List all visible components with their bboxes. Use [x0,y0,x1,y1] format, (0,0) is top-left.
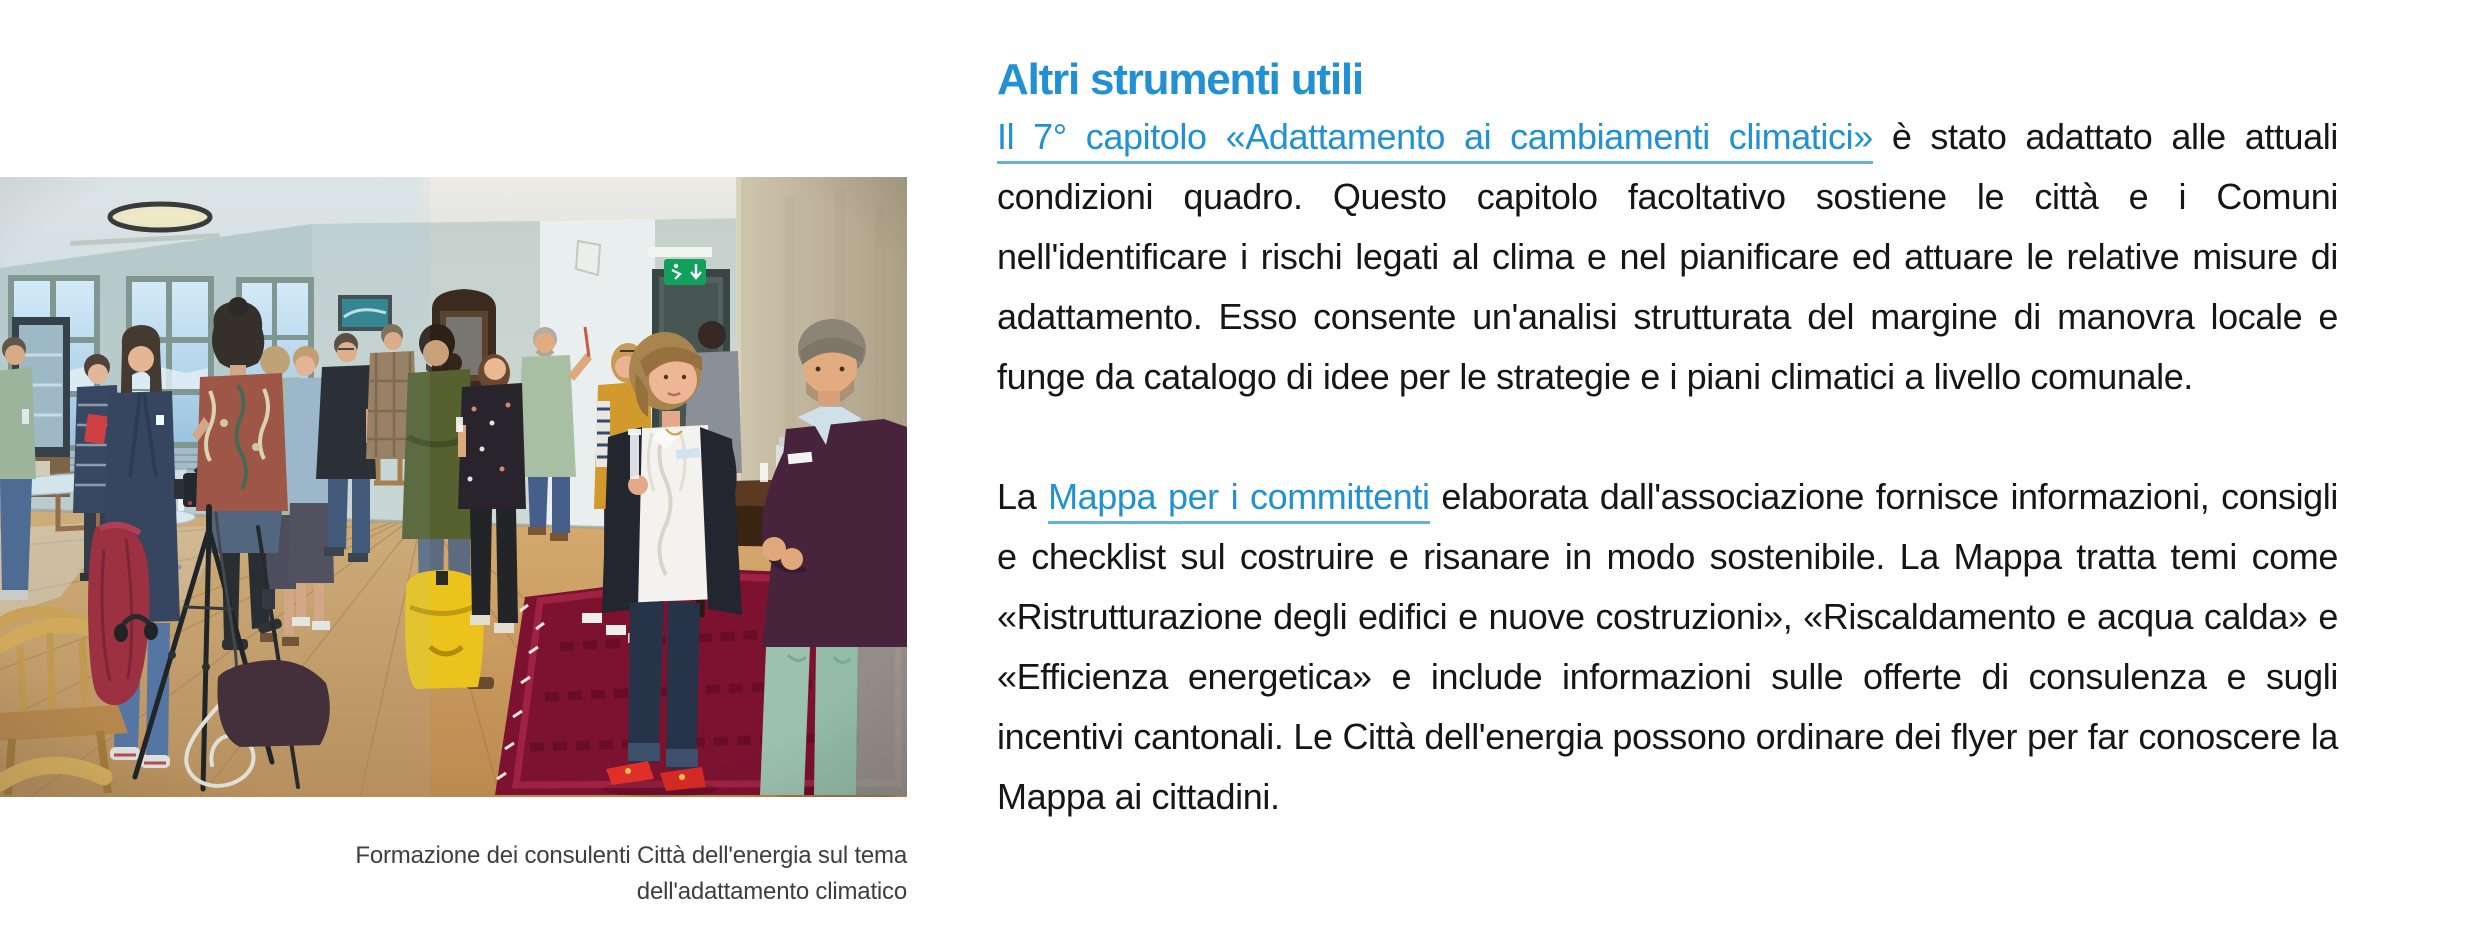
article-column [997,0,2338,887]
article-paragraphs [997,107,2338,827]
paragraph: Il 7° capitolo «Adattamento ai cambiamenti climatici» è stato adattato alle attuali condizioni quadro. Questo capitolo facoltativo sostiene le città e i Comuni nell'identificare i rischi legati al clima e nel pianificare ed attuare le relative misure di adattamento. Esso consente un'analisi strutturata del margine di manovra locale e funge da catalogo di idee per le strategie e i piani climatici a livello comunale. [997,116,2338,397]
photo-caption [0,838,907,910]
paragraph: La Mappa per i committenti elaborata dall'associazione fornisce informazioni, consigli e checklist sul costruire e risanare in modo sostenibile. La Mappa tratta temi come «Ristrutturazione degli edifici e nuove costruzioni», «Riscaldamento e acqua calda» e «Efficienza energetica» e include informazioni sulle offerte di consulenza e sugli incentivi cantonali. Le Città dell'energia possono ordinare dei flyer per far conoscere la Mappa ai cittadini. [997,476,2338,817]
event-photo-illustration [0,177,907,797]
photo-caption-line1: Formazione dei consulenti Città dell'energia sul tema [355,842,907,869]
event-photo [0,177,907,797]
article-heading: Altri strumenti utili [997,55,1363,104]
photo-caption-line2: dell'adattamento climatico [636,878,907,905]
inline-link[interactable]: Il 7° capitolo «Adattamento ai cambiamenti climatici» [997,116,1873,164]
inline-link[interactable]: Mappa per i committenti [1048,476,1430,524]
